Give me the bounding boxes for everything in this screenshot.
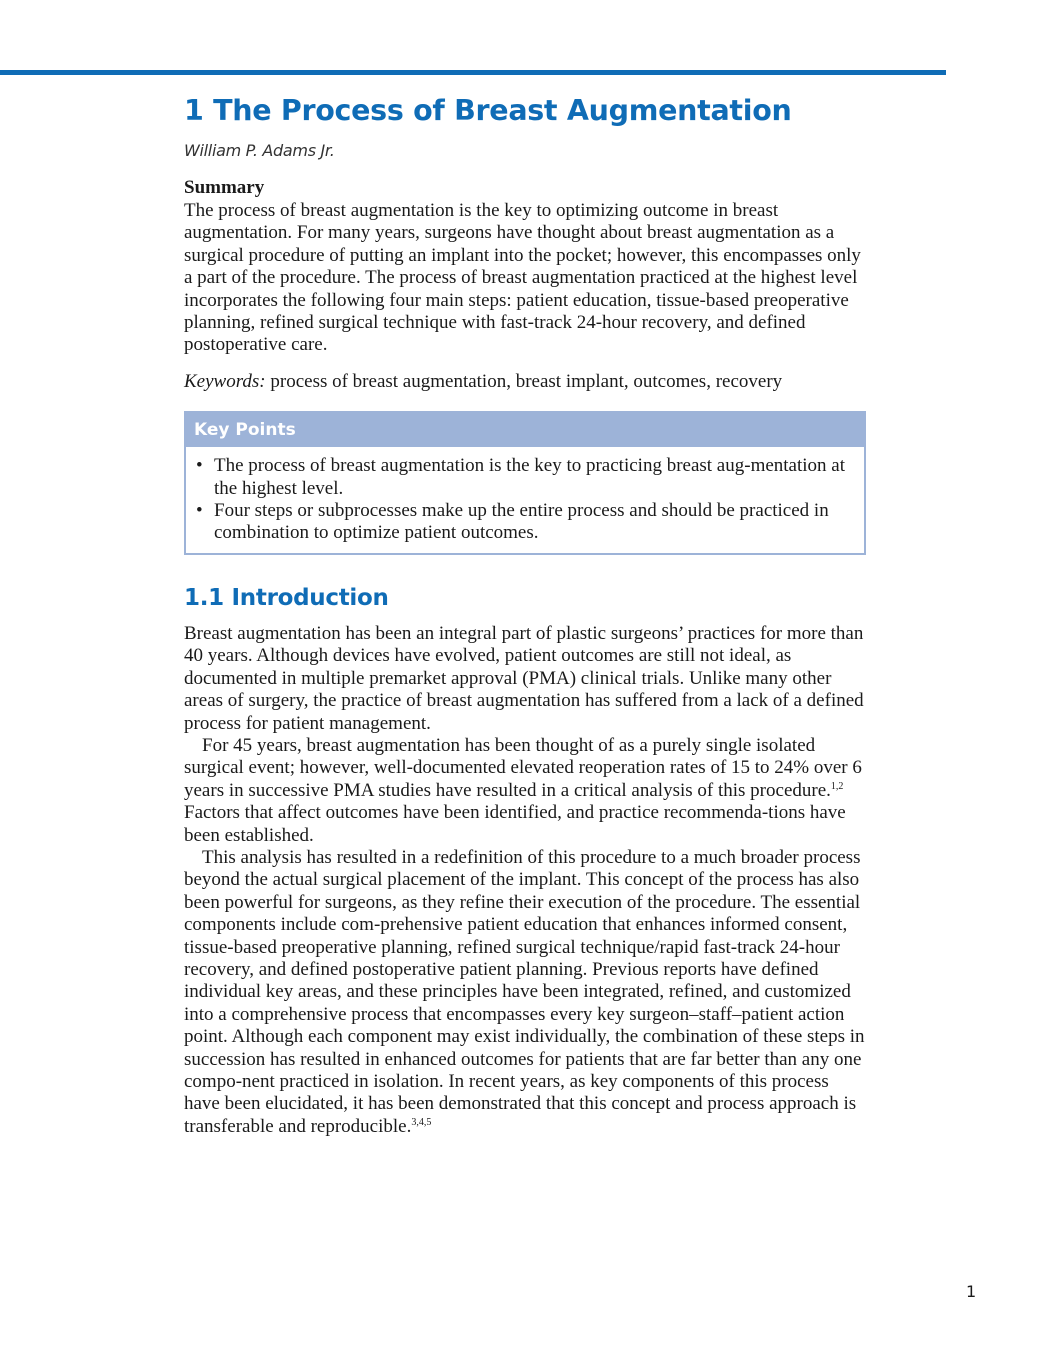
intro-paragraph-3: Factors that affect outcomes have been identified, and practice recommenda-tions have been established. <box>184 802 846 846</box>
key-point-text: The process of breast augmentation is the key to practicing breast aug-mentation at the highest level. <box>214 455 846 499</box>
intro-paragraph-2 <box>184 735 869 802</box>
key-points-box <box>184 411 866 555</box>
keywords <box>184 371 869 393</box>
bullet-icon: • <box>196 500 203 522</box>
intro-paragraph-2-text: For 45 years, breast augmentation has been thought of as a purely single isolated surgical event; however, well-documented elevated reoperation rates of 15 to 24% over 6 years in successive PMA studies have resulted in a critical analysis of this procedure. <box>184 734 862 801</box>
keywords-label: Keywords: <box>184 370 266 392</box>
section-title-introduction: 1.1 Introduction <box>184 584 389 611</box>
bullet-icon: • <box>196 455 203 477</box>
top-rule <box>0 70 946 75</box>
author: William P. Adams Jr. <box>184 141 335 160</box>
intro-paragraph-4-text: This analysis has resulted in a redefinition of this procedure to a much broader process beyond the actual surgical placement of the implant. This concept of the process has also been powerful for surgeons, as they refine their execution of the procedure. The essential components include com-prehensive patient education that enhances informed consent, tissue-based preoperative planning, refined surgical technique/rapid fast-track 24-hour recovery, and defined postoperative patient planning. Previous reports have defined individual key areas, and these principles have been integrated, refined, and customized into a comprehensive process that encompasses every key surgeon–staff–patient action point. Although each component may exist individually, the combination of these steps in succession has resulted in enhanced outcomes for patients that are far better than any one compo-nent practiced in isolation. In recent years, as key components of this process have been elucidated, it has been demonstrated that this concept and process approach is transferable and reproducible. <box>184 846 865 1137</box>
intro-paragraph-1: Breast augmentation has been an integral part of plastic surgeons’ practices for more than 40 years. Although devices have evolved, patient outcomes are still not ideal, as documented in multiple premarket approval (PMA) clinical trials. Unlike many other areas of surgery, the practice of breast augmentation has suffered from a lack of a defined process for patient management. <box>184 622 864 734</box>
key-point-item <box>194 500 854 545</box>
chapter-title: 1 The Process of Breast Augmentation <box>184 94 792 127</box>
intro-paragraph-4 <box>184 847 869 1138</box>
page-column <box>184 90 869 1138</box>
citation-ref: 3,4,5 <box>411 1116 432 1128</box>
keywords-text: process of breast augmentation, breast implant, outcomes, recovery <box>265 370 783 392</box>
key-points-list <box>186 447 864 553</box>
key-point-item <box>194 455 854 500</box>
key-point-text: Four steps or subprocesses make up the entire process and should be practiced in combination to optimize patient outcomes. <box>214 500 829 544</box>
key-points-title: Key Points <box>186 413 864 447</box>
page-number: 1 <box>966 1282 977 1301</box>
summary-text: The process of breast augmentation is the key to optimizing outcome in breast augmentation. For many years, surgeons have thought about breast augmentation as a surgical procedure of putting an implant into the pocket; however, this encompasses only a part of the procedure. The process of breast augmentation practiced at the highest level incorporates the following four main steps: patient education, tissue-based preoperative planning, refined surgical technique with fast-track 24-hour recovery, and defined postoperative care. <box>184 200 861 356</box>
citation-ref: 1,2 <box>830 780 844 792</box>
summary-heading: Summary <box>184 177 265 198</box>
